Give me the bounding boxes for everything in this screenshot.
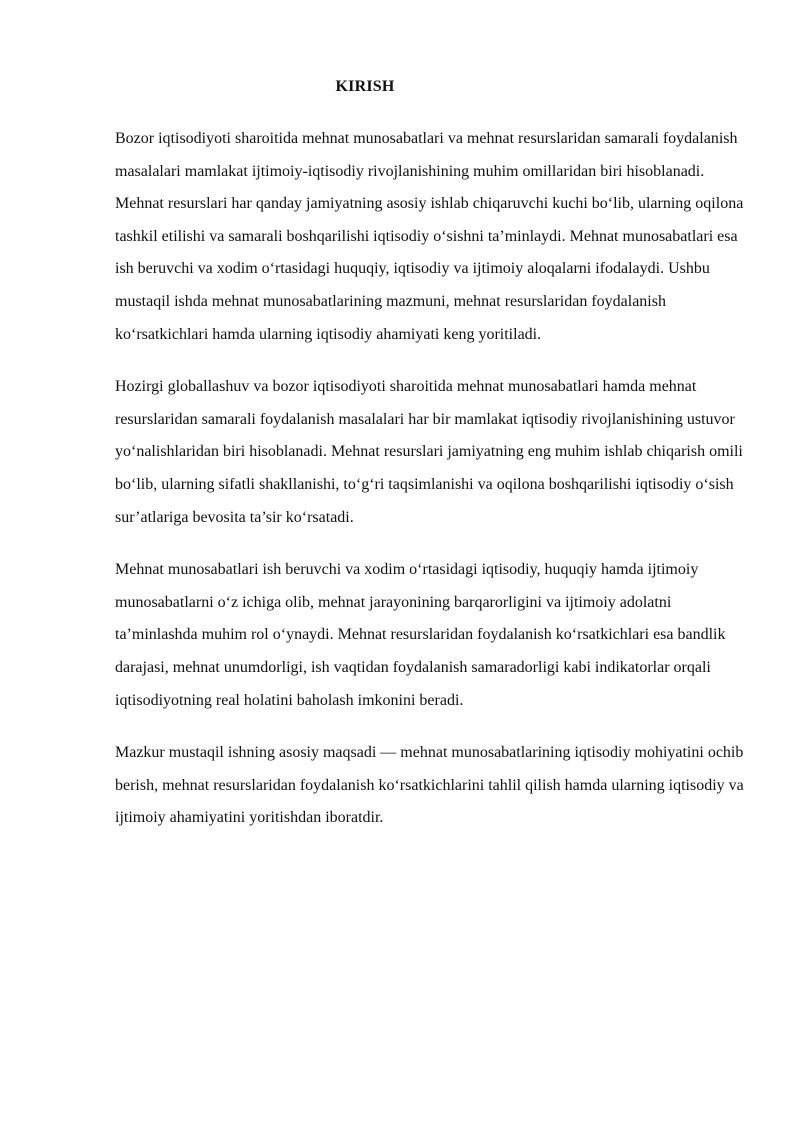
paragraph-1: Bozor iqtisodiyoti sharoitida mehnat munosabatlari va mehnat resurslaridan samarali foydalanish masalalari mamlakat ijtimoiy-iqtisodiy rivojlanishining muhim omillaridan biri hisoblanadi. Mehnat resurslari har qanday jamiyatning asosiy ishlab chiqaruvchi kuchi bo‘lib, ularning oqilona tashkil etilishi va samarali boshqarilishi iqtisodiy o‘sishni ta’minlaydi. Mehnat munosabatlari esa ish beruvchi va xodim o‘rtasidagi huquqiy, iqtisodiy va ijtimoiy aloqalarni ifodalaydi. Ushbu mustaqil ishda mehnat munosabatlarining mazmuni, mehnat resurslaridan foydalanish ko‘rsatkichlari hamda ularning iqtisodiy ahamiyati keng yoritiladi.	[115, 130, 744, 343]
page-title: KIRISH	[335, 78, 395, 95]
paragraph-2: Hozirgi globallashuv va bozor iqtisodiyoti sharoitida mehnat munosabatlari hamda mehnat resurslaridan samarali foydalanish masalalari har bir mamlakat iqtisodiy rivojlanishining ustuvor yo‘nalishlaridan biri hisoblanadi. Mehnat resurslari jamiyatning eng muhim ishlab chiqarish omili bo‘lib, ularning sifatli shakllanishi, to‘g‘ri taqsimlanishi va oqilona boshqarilishi iqtisodiy o‘sish sur’atlariga bevosita ta’sir ko‘rsatadi.	[115, 378, 743, 526]
document-body	[115, 123, 755, 855]
paragraph-4: Mazkur mustaqil ishning asosiy maqsadi — mehnat munosabatlarining iqtisodiy mohiyatini ochib berish, mehnat resurslaridan foydalanish ko‘rsatkichlarini tahlil qilish hamda ularning iqtisodiy va ijtimoiy ahamiyatini yoritishdan iboratdir.	[115, 744, 744, 827]
paragraph-3: Mehnat munosabatlari ish beruvchi va xodim o‘rtasidagi iqtisodiy, huquqiy hamda ijtimoiy munosabatlarni o‘z ichiga olib, mehnat jarayonining barqarorligini va ijtimoiy adolatni ta’minlashda muhim rol o‘ynaydi. Mehnat resurslaridan foydalanish ko‘rsatkichlari esa bandlik darajasi, mehnat unumdorligi, ish vaqtidan foydalanish samaradorligi kabi indikatorlar orqali iqtisodiyotning real holatini baholash imkonini beradi.	[115, 561, 726, 709]
